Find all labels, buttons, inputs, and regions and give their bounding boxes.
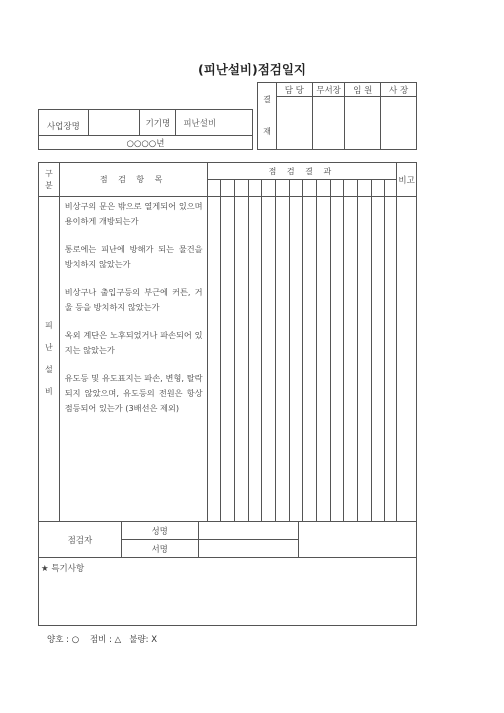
result-date-cell[interactable]	[207, 180, 221, 197]
category-header-top: 구	[44, 168, 53, 178]
approval-role-president: 사 장	[381, 83, 417, 97]
remarks-cell[interactable]	[397, 197, 417, 522]
approval-sign-president[interactable]	[381, 97, 417, 150]
category-char: 설	[44, 365, 53, 374]
category-char: 비	[44, 387, 53, 396]
items-list	[59, 197, 207, 522]
inspector-blank	[299, 522, 417, 558]
info-table	[38, 109, 253, 150]
inspector-name-field[interactable]	[198, 522, 299, 540]
approval-sign-dept-head[interactable]	[312, 97, 345, 150]
category-header	[39, 163, 60, 197]
approval-side-label	[258, 83, 277, 150]
result-date-cell[interactable]	[276, 180, 290, 197]
result-cell[interactable]	[303, 197, 317, 522]
result-date-cell[interactable]	[289, 180, 303, 197]
result-cell[interactable]	[248, 197, 262, 522]
inspection-item: 통로에는 피난에 방해가 되는 물건을 방치하지 않았는가	[64, 244, 203, 269]
inspector-label: 점검자	[39, 522, 122, 558]
inspector-table	[38, 521, 417, 626]
workplace-label: 사업장명	[39, 110, 89, 136]
inspection-item: 유도등 및 유도표지는 파손, 변형, 탈락되지 않았으며, 유도등의 전원은 항상 점등되어 있는가 (3배선은 제외)	[64, 373, 203, 413]
inspector-sign-label: 서명	[121, 540, 198, 558]
category-header-bottom: 분	[44, 180, 53, 190]
device-label: 기기명	[140, 110, 176, 136]
approval-side-label-bottom: 재	[263, 127, 271, 136]
items-header: 점 검 항 목	[59, 163, 207, 197]
approval-role-dept-head: 무서장	[312, 83, 345, 97]
approval-box	[257, 82, 417, 150]
result-date-cell[interactable]	[221, 180, 235, 197]
result-date-cell[interactable]	[234, 180, 248, 197]
inspection-item: 비상구의 문은 밖으로 열게되어 있으며 용이하게 개방되는가	[64, 201, 203, 226]
result-cell[interactable]	[276, 197, 290, 522]
result-date-cell[interactable]	[330, 180, 344, 197]
workplace-field[interactable]	[88, 110, 140, 136]
result-date-cell[interactable]	[371, 180, 384, 197]
device-field[interactable]: 피난설비	[176, 110, 253, 136]
result-date-cell[interactable]	[303, 180, 317, 197]
result-legend: 양호 : ○ 점비 : △ 불량: X	[47, 635, 158, 645]
inspector-name-label: 성명	[121, 522, 198, 540]
result-cell[interactable]	[221, 197, 235, 522]
result-cell[interactable]	[234, 197, 248, 522]
result-date-cell[interactable]	[344, 180, 358, 197]
result-date-cell[interactable]	[358, 180, 372, 197]
result-cell[interactable]	[289, 197, 303, 522]
approval-sign-manager[interactable]	[276, 97, 312, 150]
results-header: 점 검 결 과	[207, 163, 397, 180]
result-cell[interactable]	[371, 197, 384, 522]
approval-role-manager: 담 당	[276, 83, 312, 97]
result-cell[interactable]	[262, 197, 276, 522]
result-date-cell[interactable]	[384, 180, 397, 197]
category-name	[39, 197, 60, 522]
result-cell[interactable]	[207, 197, 221, 522]
result-cell[interactable]	[317, 197, 331, 522]
category-char: 피	[44, 321, 53, 330]
inspection-item: 옥외 계단은 노후되었거나 파손되어 있지는 않았는가	[64, 330, 203, 355]
result-date-cell[interactable]	[248, 180, 262, 197]
inspection-table	[38, 162, 417, 522]
year-field[interactable]: ○○○○년	[39, 136, 253, 150]
approval-side-label-top: 결	[263, 95, 271, 104]
result-cell[interactable]	[330, 197, 344, 522]
approval-role-director: 임 원	[345, 83, 381, 97]
category-char: 난	[44, 343, 53, 352]
special-notes-field[interactable]	[39, 558, 417, 626]
special-notes-label: ★ 특기사항	[41, 564, 85, 574]
result-date-cell[interactable]	[317, 180, 331, 197]
remarks-header: 비고	[397, 163, 417, 197]
approval-sign-director[interactable]	[345, 97, 381, 150]
result-date-cell[interactable]	[262, 180, 276, 197]
inspection-item: 비상구나 출입구등의 부근에 커튼, 거울 등을 방치하지 않았는가	[64, 287, 203, 312]
result-cell[interactable]	[384, 197, 397, 522]
result-cell[interactable]	[358, 197, 372, 522]
result-cell[interactable]	[344, 197, 358, 522]
inspector-sign-field[interactable]	[198, 540, 299, 558]
document-title: (피난설비)점검일지	[197, 62, 307, 77]
